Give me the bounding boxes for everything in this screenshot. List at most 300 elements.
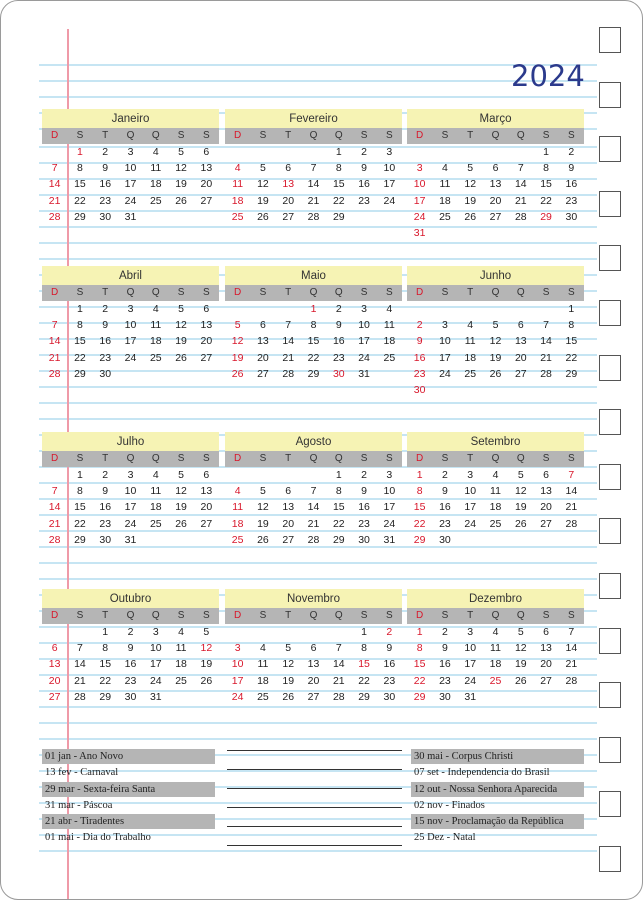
day-cell[interactable]: 27 [282, 210, 295, 223]
day-cell[interactable]: 23 [565, 194, 578, 207]
day-cell[interactable]: 7 [568, 626, 575, 638]
day-cell[interactable]: 30 [383, 690, 396, 703]
day-cell[interactable]: 18 [231, 194, 244, 207]
day-cell[interactable]: 17 [439, 351, 451, 364]
day-cell[interactable]: 26 [175, 517, 187, 530]
day-cell[interactable]: 22 [74, 351, 86, 364]
day-cell[interactable]: 4 [492, 626, 499, 638]
day-cell[interactable]: 30 [439, 533, 451, 546]
day-cell[interactable]: 16 [358, 178, 370, 191]
day-cell[interactable]: 12 [257, 178, 269, 191]
day-cell[interactable]: 14 [565, 485, 578, 498]
day-cell[interactable]: 9 [416, 335, 423, 348]
day-cell[interactable]: 9 [568, 162, 575, 175]
day-cell[interactable]: 31 [124, 533, 137, 546]
day-cell[interactable]: 26 [200, 674, 213, 687]
day-cell[interactable]: 13 [200, 319, 213, 332]
day-cell[interactable]: 26 [175, 194, 187, 207]
day-cell[interactable]: 2 [386, 626, 393, 638]
day-cell[interactable]: 5 [285, 642, 292, 655]
day-cell[interactable]: 28 [48, 533, 61, 546]
day-cell[interactable]: 11 [232, 178, 244, 191]
day-cell[interactable]: 24 [383, 517, 396, 530]
day-cell[interactable]: 15 [74, 178, 86, 191]
day-cell[interactable]: 20 [200, 335, 213, 348]
day-cell[interactable]: 21 [48, 194, 61, 207]
day-cell[interactable]: 7 [310, 162, 317, 175]
day-cell[interactable]: 20 [282, 517, 295, 530]
day-cell[interactable]: 27 [257, 367, 269, 380]
day-cell[interactable]: 4 [260, 642, 266, 655]
day-cell[interactable]: 6 [543, 469, 549, 481]
day-cell[interactable]: 13 [307, 658, 320, 671]
day-cell[interactable]: 25 [464, 367, 477, 380]
day-cell[interactable]: 6 [51, 642, 58, 655]
day-cell[interactable]: 14 [48, 335, 61, 348]
day-cell[interactable]: 2 [442, 626, 448, 638]
day-cell[interactable]: 13 [540, 642, 552, 655]
day-cell[interactable]: 12 [282, 658, 295, 671]
day-cell[interactable]: 3 [386, 146, 393, 158]
day-cell[interactable]: 28 [332, 690, 345, 703]
day-cell[interactable]: 27 [200, 517, 213, 530]
day-cell[interactable]: 14 [307, 501, 320, 514]
day-cell[interactable]: 11 [257, 658, 269, 671]
day-cell[interactable]: 21 [48, 517, 61, 530]
day-cell[interactable]: 30 [99, 210, 112, 223]
day-cell[interactable]: 9 [127, 642, 134, 655]
day-cell[interactable]: 15 [540, 178, 552, 191]
day-cell[interactable]: 5 [234, 319, 241, 332]
day-cell[interactable]: 24 [383, 194, 396, 207]
day-cell[interactable]: 30 [565, 210, 578, 223]
day-cell[interactable]: 1 [335, 469, 342, 481]
day-cell[interactable]: 12 [175, 319, 187, 332]
day-cell[interactable]: 8 [543, 162, 549, 175]
day-cell[interactable]: 8 [335, 162, 342, 175]
day-cell[interactable]: 27 [540, 517, 552, 530]
day-cell[interactable]: 7 [51, 162, 58, 175]
day-cell[interactable]: 24 [149, 674, 162, 687]
day-cell[interactable]: 7 [77, 642, 83, 655]
day-cell[interactable]: 7 [51, 319, 58, 332]
day-cell[interactable]: 17 [358, 335, 370, 348]
day-cell[interactable]: 19 [489, 351, 502, 364]
day-cell[interactable]: 8 [568, 319, 575, 332]
day-cell[interactable]: 20 [307, 674, 320, 687]
day-cell[interactable]: 17 [383, 178, 396, 191]
day-cell[interactable]: 13 [257, 335, 269, 348]
day-cell[interactable]: 12 [231, 335, 244, 348]
day-cell[interactable]: 2 [416, 319, 423, 332]
day-cell[interactable]: 23 [332, 351, 345, 364]
day-cell[interactable]: 31 [124, 210, 137, 223]
day-cell[interactable]: 29 [74, 210, 86, 223]
day-cell[interactable]: 7 [310, 485, 317, 498]
day-cell[interactable]: 18 [231, 517, 244, 530]
day-cell[interactable]: 12 [200, 642, 213, 655]
day-cell[interactable]: 11 [439, 178, 451, 191]
day-cell[interactable]: 13 [282, 501, 295, 514]
day-cell[interactable]: 12 [489, 335, 502, 348]
day-cell[interactable]: 24 [124, 517, 137, 530]
day-cell[interactable]: 13 [200, 162, 213, 175]
day-cell[interactable]: 25 [489, 674, 502, 687]
day-cell[interactable]: 5 [203, 626, 210, 638]
day-cell[interactable]: 11 [175, 642, 187, 655]
day-cell[interactable]: 19 [257, 194, 269, 207]
day-cell[interactable]: 15 [307, 335, 320, 348]
day-cell[interactable]: 9 [442, 485, 448, 498]
day-cell[interactable]: 15 [74, 335, 86, 348]
day-cell[interactable]: 22 [332, 194, 345, 207]
day-cell[interactable]: 11 [150, 319, 162, 332]
day-cell[interactable]: 29 [74, 367, 86, 380]
day-cell[interactable]: 30 [99, 533, 112, 546]
day-cell[interactable]: 25 [175, 674, 187, 687]
day-cell[interactable]: 1 [543, 146, 549, 158]
day-cell[interactable]: 14 [540, 335, 552, 348]
day-cell[interactable]: 29 [565, 367, 578, 380]
day-cell[interactable]: 1 [310, 303, 317, 315]
day-cell[interactable]: 17 [464, 501, 477, 514]
day-cell[interactable]: 16 [99, 178, 112, 191]
day-cell[interactable]: 6 [285, 162, 292, 175]
day-cell[interactable]: 14 [514, 178, 527, 191]
day-cell[interactable]: 18 [175, 658, 187, 671]
day-cell[interactable]: 20 [200, 178, 213, 191]
note-line[interactable] [227, 769, 402, 770]
note-line[interactable] [227, 845, 402, 846]
day-cell[interactable]: 14 [307, 178, 320, 191]
day-cell[interactable]: 20 [514, 351, 527, 364]
note-line[interactable] [227, 788, 402, 789]
day-cell[interactable]: 6 [543, 626, 549, 638]
day-cell[interactable]: 11 [150, 485, 162, 498]
day-cell[interactable]: 2 [102, 146, 109, 158]
day-cell[interactable]: 3 [127, 303, 134, 315]
day-cell[interactable]: 17 [383, 501, 396, 514]
day-cell[interactable]: 17 [231, 674, 244, 687]
day-cell[interactable]: 11 [150, 162, 162, 175]
day-cell[interactable]: 12 [514, 485, 527, 498]
day-cell[interactable]: 27 [48, 690, 61, 703]
day-cell[interactable]: 1 [102, 626, 109, 638]
day-cell[interactable]: 27 [540, 674, 552, 687]
day-cell[interactable]: 31 [413, 226, 426, 239]
day-cell[interactable]: 10 [464, 485, 477, 498]
day-cell[interactable]: 22 [413, 674, 426, 687]
day-cell[interactable]: 28 [307, 533, 320, 546]
day-cell[interactable]: 18 [149, 178, 162, 191]
day-cell[interactable]: 28 [514, 210, 527, 223]
day-cell[interactable]: 8 [102, 642, 109, 655]
day-cell[interactable]: 24 [231, 690, 244, 703]
day-cell[interactable]: 11 [383, 319, 395, 332]
day-cell[interactable]: 4 [492, 469, 499, 481]
day-cell[interactable]: 17 [464, 658, 477, 671]
day-cell[interactable]: 11 [490, 642, 501, 655]
day-cell[interactable]: 16 [358, 501, 370, 514]
day-cell[interactable]: 16 [124, 658, 137, 671]
day-cell[interactable]: 21 [332, 674, 345, 687]
day-cell[interactable]: 19 [282, 674, 295, 687]
day-cell[interactable]: 16 [99, 501, 112, 514]
day-cell[interactable]: 14 [332, 658, 345, 671]
day-cell[interactable]: 31 [149, 690, 162, 703]
day-cell[interactable]: 22 [413, 517, 426, 530]
day-cell[interactable]: 8 [416, 642, 423, 655]
day-cell[interactable]: 8 [77, 485, 83, 498]
day-cell[interactable]: 13 [48, 658, 61, 671]
day-cell[interactable]: 31 [464, 690, 477, 703]
day-cell[interactable]: 2 [102, 469, 109, 481]
day-cell[interactable]: 25 [257, 690, 269, 703]
day-cell[interactable]: 30 [124, 690, 137, 703]
day-cell[interactable]: 24 [464, 674, 477, 687]
day-cell[interactable]: 13 [200, 485, 213, 498]
day-cell[interactable]: 12 [464, 178, 477, 191]
day-cell[interactable]: 2 [335, 303, 342, 315]
day-cell[interactable]: 16 [332, 335, 345, 348]
day-cell[interactable]: 31 [358, 367, 370, 380]
day-cell[interactable]: 19 [514, 501, 527, 514]
day-cell[interactable]: 13 [282, 178, 295, 191]
day-cell[interactable]: 23 [124, 674, 137, 687]
day-cell[interactable]: 21 [48, 351, 61, 364]
day-cell[interactable]: 17 [149, 658, 162, 671]
day-cell[interactable]: 23 [413, 367, 426, 380]
day-cell[interactable]: 28 [48, 367, 61, 380]
day-cell[interactable]: 5 [178, 469, 184, 481]
day-cell[interactable]: 24 [464, 517, 477, 530]
day-cell[interactable]: 15 [74, 501, 86, 514]
day-cell[interactable]: 15 [358, 658, 370, 671]
day-cell[interactable]: 3 [467, 626, 474, 638]
day-cell[interactable]: 16 [439, 658, 451, 671]
day-cell[interactable]: 4 [467, 319, 474, 332]
day-cell[interactable]: 8 [416, 485, 423, 498]
day-cell[interactable]: 25 [149, 517, 162, 530]
day-cell[interactable]: 30 [99, 367, 112, 380]
day-cell[interactable]: 28 [540, 367, 552, 380]
day-cell[interactable]: 4 [152, 303, 159, 315]
day-cell[interactable]: 30 [439, 690, 451, 703]
day-cell[interactable]: 4 [386, 303, 393, 315]
day-cell[interactable]: 21 [307, 517, 320, 530]
day-cell[interactable]: 7 [335, 642, 342, 655]
day-cell[interactable]: 29 [540, 210, 552, 223]
day-cell[interactable]: 6 [310, 642, 317, 655]
day-cell[interactable]: 28 [565, 674, 578, 687]
day-cell[interactable]: 31 [383, 533, 396, 546]
day-cell[interactable]: 13 [489, 178, 502, 191]
day-cell[interactable]: 18 [383, 335, 396, 348]
day-cell[interactable]: 29 [332, 533, 345, 546]
day-cell[interactable]: 10 [358, 319, 370, 332]
day-cell[interactable]: 17 [124, 501, 137, 514]
day-cell[interactable]: 9 [361, 485, 367, 498]
day-cell[interactable]: 30 [413, 383, 426, 396]
day-cell[interactable]: 21 [540, 351, 552, 364]
day-cell[interactable]: 17 [124, 178, 137, 191]
day-cell[interactable]: 19 [175, 178, 187, 191]
day-cell[interactable]: 26 [514, 674, 527, 687]
day-cell[interactable]: 4 [234, 162, 241, 175]
day-cell[interactable]: 25 [231, 210, 244, 223]
day-cell[interactable]: 18 [257, 674, 269, 687]
day-cell[interactable]: 18 [149, 501, 162, 514]
day-cell[interactable]: 24 [124, 351, 137, 364]
day-cell[interactable]: 20 [282, 194, 295, 207]
day-cell[interactable]: 20 [540, 658, 552, 671]
day-cell[interactable]: 1 [335, 146, 342, 158]
day-cell[interactable]: 3 [152, 626, 159, 638]
day-cell[interactable]: 26 [257, 533, 269, 546]
day-cell[interactable]: 10 [383, 485, 396, 498]
day-cell[interactable]: 23 [439, 517, 451, 530]
day-cell[interactable]: 20 [540, 501, 552, 514]
day-cell[interactable]: 25 [439, 210, 451, 223]
day-cell[interactable]: 24 [413, 210, 426, 223]
day-cell[interactable]: 6 [492, 162, 499, 175]
day-cell[interactable]: 7 [543, 319, 549, 332]
day-cell[interactable]: 19 [231, 351, 244, 364]
day-cell[interactable]: 25 [489, 517, 502, 530]
day-cell[interactable]: 23 [439, 674, 451, 687]
day-cell[interactable]: 12 [514, 642, 527, 655]
day-cell[interactable]: 25 [149, 351, 162, 364]
day-cell[interactable]: 29 [74, 533, 86, 546]
day-cell[interactable]: 22 [540, 194, 552, 207]
day-cell[interactable]: 3 [234, 642, 241, 655]
day-cell[interactable]: 1 [416, 469, 423, 481]
day-cell[interactable]: 3 [442, 319, 448, 332]
day-cell[interactable]: 9 [102, 319, 109, 332]
day-cell[interactable]: 27 [514, 367, 527, 380]
day-cell[interactable]: 6 [203, 469, 210, 481]
day-cell[interactable]: 7 [517, 162, 524, 175]
day-cell[interactable]: 14 [565, 642, 578, 655]
day-cell[interactable]: 10 [124, 162, 137, 175]
day-cell[interactable]: 15 [332, 178, 345, 191]
day-cell[interactable]: 29 [358, 690, 370, 703]
day-cell[interactable]: 9 [102, 162, 109, 175]
day-cell[interactable]: 1 [361, 626, 367, 638]
day-cell[interactable]: 20 [489, 194, 502, 207]
day-cell[interactable]: 24 [439, 367, 451, 380]
day-cell[interactable]: 1 [77, 303, 83, 315]
day-cell[interactable]: 22 [307, 351, 320, 364]
day-cell[interactable]: 17 [413, 194, 426, 207]
day-cell[interactable]: 6 [260, 319, 266, 332]
day-cell[interactable]: 5 [517, 626, 524, 638]
day-cell[interactable]: 1 [568, 303, 575, 315]
day-cell[interactable]: 1 [77, 146, 83, 158]
day-cell[interactable]: 12 [257, 501, 269, 514]
day-cell[interactable]: 27 [489, 210, 502, 223]
day-cell[interactable]: 10 [124, 319, 137, 332]
day-cell[interactable]: 3 [386, 469, 393, 481]
day-cell[interactable]: 19 [175, 501, 187, 514]
day-cell[interactable]: 18 [439, 194, 451, 207]
day-cell[interactable]: 16 [565, 178, 578, 191]
day-cell[interactable]: 24 [124, 194, 137, 207]
day-cell[interactable]: 19 [514, 658, 527, 671]
day-cell[interactable]: 15 [413, 658, 426, 671]
day-cell[interactable]: 7 [51, 485, 58, 498]
day-cell[interactable]: 26 [282, 690, 295, 703]
day-cell[interactable]: 2 [361, 469, 367, 481]
day-cell[interactable]: 2 [442, 469, 448, 481]
day-cell[interactable]: 21 [282, 351, 295, 364]
day-cell[interactable]: 9 [361, 162, 367, 175]
day-cell[interactable]: 8 [361, 642, 367, 655]
day-cell[interactable]: 20 [48, 674, 61, 687]
day-cell[interactable]: 8 [77, 162, 83, 175]
day-cell[interactable]: 23 [99, 351, 112, 364]
day-cell[interactable]: 6 [203, 146, 210, 158]
day-cell[interactable]: 23 [383, 674, 396, 687]
day-cell[interactable]: 9 [386, 642, 393, 655]
day-cell[interactable]: 7 [568, 469, 575, 481]
day-cell[interactable]: 10 [231, 658, 244, 671]
day-cell[interactable]: 26 [231, 367, 244, 380]
day-cell[interactable]: 3 [361, 303, 367, 315]
day-cell[interactable]: 27 [200, 194, 213, 207]
day-cell[interactable]: 27 [200, 351, 213, 364]
day-cell[interactable]: 4 [234, 485, 241, 498]
day-cell[interactable]: 26 [257, 210, 269, 223]
day-cell[interactable]: 5 [260, 485, 266, 498]
day-cell[interactable]: 14 [48, 501, 61, 514]
day-cell[interactable]: 6 [285, 485, 292, 498]
day-cell[interactable]: 19 [257, 517, 269, 530]
day-cell[interactable]: 25 [383, 351, 396, 364]
day-cell[interactable]: 8 [77, 319, 83, 332]
day-cell[interactable]: 9 [102, 485, 109, 498]
day-cell[interactable]: 13 [540, 485, 552, 498]
day-cell[interactable]: 4 [152, 469, 159, 481]
day-cell[interactable]: 2 [102, 303, 109, 315]
day-cell[interactable]: 6 [517, 319, 524, 332]
day-cell[interactable]: 19 [200, 658, 213, 671]
day-cell[interactable]: 14 [48, 178, 61, 191]
day-cell[interactable]: 30 [332, 367, 345, 380]
day-cell[interactable]: 15 [332, 501, 345, 514]
day-cell[interactable]: 15 [99, 658, 112, 671]
day-cell[interactable]: 17 [124, 335, 137, 348]
day-cell[interactable]: 10 [124, 485, 137, 498]
day-cell[interactable]: 19 [464, 194, 477, 207]
day-cell[interactable]: 22 [358, 674, 370, 687]
day-cell[interactable]: 26 [464, 210, 477, 223]
day-cell[interactable]: 1 [77, 469, 83, 481]
day-cell[interactable]: 16 [99, 335, 112, 348]
day-cell[interactable]: 10 [413, 178, 426, 191]
day-cell[interactable]: 18 [489, 658, 502, 671]
day-cell[interactable]: 26 [175, 351, 187, 364]
day-cell[interactable]: 16 [413, 351, 426, 364]
day-cell[interactable]: 10 [383, 162, 396, 175]
day-cell[interactable]: 3 [416, 162, 423, 175]
day-cell[interactable]: 2 [127, 626, 134, 638]
day-cell[interactable]: 10 [149, 642, 162, 655]
day-cell[interactable]: 21 [307, 194, 320, 207]
day-cell[interactable]: 15 [413, 501, 426, 514]
day-cell[interactable]: 6 [203, 303, 210, 315]
day-cell[interactable]: 23 [99, 194, 112, 207]
